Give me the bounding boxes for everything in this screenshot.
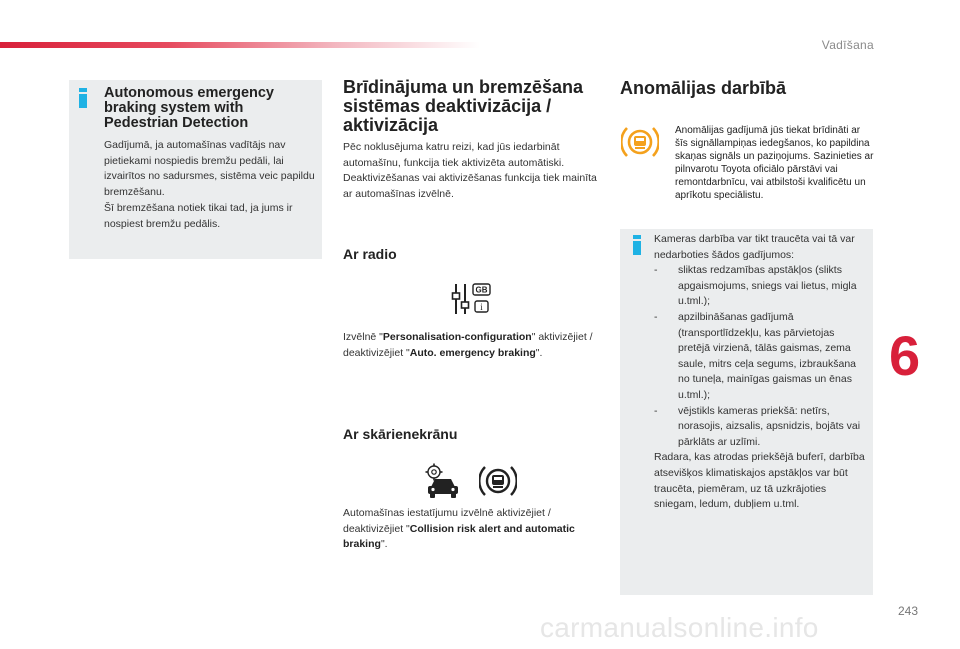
radio-icon-badge-top: GB [475, 285, 488, 295]
info-box-camera [620, 229, 873, 595]
radio-settings-icon [451, 282, 493, 316]
middle-title: Brīdinājuma un bremzēšana sistēmas deaktivizācija / aktivizācija [343, 77, 584, 135]
radio-text-part: Izvēlnē " [343, 331, 383, 343]
list-item-text: sliktas redzamības apstākļos (slikts apgaismojums, sniegs vai lietus, migla u.tml.); [678, 264, 857, 308]
radio-text-part: ". [535, 346, 543, 359]
camera-info-outro: Radara, kas atrodas priekšējā buferī, darbība atsevišķos klimatiskajos apstākļos var būt traucēta, piemēram, uz tā uzkrājoties sniegam, ledum, dubļiem u.tml. [654, 451, 865, 511]
info-icon [633, 235, 641, 255]
touch-option-name: Collision risk alert and automatic braking [343, 522, 575, 550]
info-box-title: Autonomous emergency braking system with Pedestrian Detection [104, 85, 274, 131]
collision-warning-icon [479, 464, 517, 498]
info-box-aeb [69, 80, 322, 259]
list-item-text: apzilbināšanas gadījumā (transportlīdzekļu, kas pārvietojas pretējā virzienā, tālās gaismas, zema saule, mitrs ceļa segums, izbraukšana no tuneļa, mainīgas gaismas un ēnas u.tml.); [678, 310, 856, 401]
chapter-number: 6 [889, 324, 921, 387]
radio-heading: Ar radio [343, 246, 397, 262]
car-settings-icon [423, 463, 463, 499]
warning-lamp-text: Anomālijas gadījumā jūs tiekat brīdināti ar šīs signāllampiņas iedegšanos, ko papildina skaņas signāls un paziņojums. Sazinieties ar pilnvarotu Toyota oficiālo pārstāvi vai remontdarbnīcu, vai atbilstoši kvalificētu un aprīkotu speciālistu. [675, 125, 874, 201]
info-paragraph-2: Šī bremzēšana notiek tikai tad, ja jums ir nospiest bremžu pedālis. [104, 201, 293, 230]
header-accent-bar [0, 42, 480, 48]
list-item: - vējstikls kameras priekšā: netīrs, norasojis, aizsalis, apsnidzis, bojāts vai pārklāts ar uzlīmi. [654, 404, 868, 451]
radio-menu-name: Personalisation-configuration [382, 331, 532, 343]
radio-instructions [343, 330, 605, 361]
right-title: Anomālijas darbībā [620, 78, 787, 98]
list-item-text: vējstikls kameras priekšā: netīrs, norasojis, aizsalis, apsnidzis, bojāts vai pārklāts ar uzlīmi. [678, 404, 861, 448]
touch-text-part: Automašīnas iestatījumu izvēlnē aktivizējiet / deaktivizējiet " [343, 507, 551, 535]
page-number: 243 [898, 604, 919, 618]
touchscreen-heading: Ar skārienekrānu [343, 426, 458, 442]
list-item: - apzilbināšanas gadījumā (transportlīdzekļu, kas pārvietojas pretējā virzienā, tālās gaismas, zema saule, mitrs ceļa segums, izbraukšana no tuneļa, mainīgas gaismas un ēnas u.tml.); [654, 310, 868, 404]
touchscreen-instructions [343, 506, 605, 553]
warning-lamp-icon [621, 125, 659, 159]
radio-icon-badge-bottom: i [480, 302, 483, 312]
touch-text-part: ". [380, 538, 388, 550]
info-paragraph-1: Gadījumā, ja automašīnas vadītājs nav pietiekami nospiedis bremžu pedāli, lai izvairītos no sadursmes, sistēma veic papildu bremzēšanu. [104, 139, 315, 199]
middle-intro: Pēc noklusējuma katru reizi, kad jūs iedarbināt automašīnu, funkcija tiek aktivizēta automātiski. Deaktivizēšanas vai aktivizēšanas funkcija tiek mainīta ar automašīnas izvēlnē. [343, 141, 597, 200]
section-title: Vadīšana [821, 38, 874, 52]
radio-option-name: Auto. emergency braking [409, 346, 536, 359]
watermark: carmanualsonline.info [540, 612, 819, 643]
radio-text-part: " aktivizējiet / deaktivizējiet " [343, 331, 593, 359]
info-box-text [104, 138, 316, 232]
camera-info-text [654, 232, 868, 513]
list-item: - sliktas redzamības apstākļos (slikts apgaismojums, sniegs vai lietus, migla u.tml.); [654, 263, 868, 310]
info-icon [79, 88, 87, 108]
camera-info-intro: Kameras darbība var tikt traucēta vai tā var nedarboties šādos gadījumos: [654, 233, 855, 261]
